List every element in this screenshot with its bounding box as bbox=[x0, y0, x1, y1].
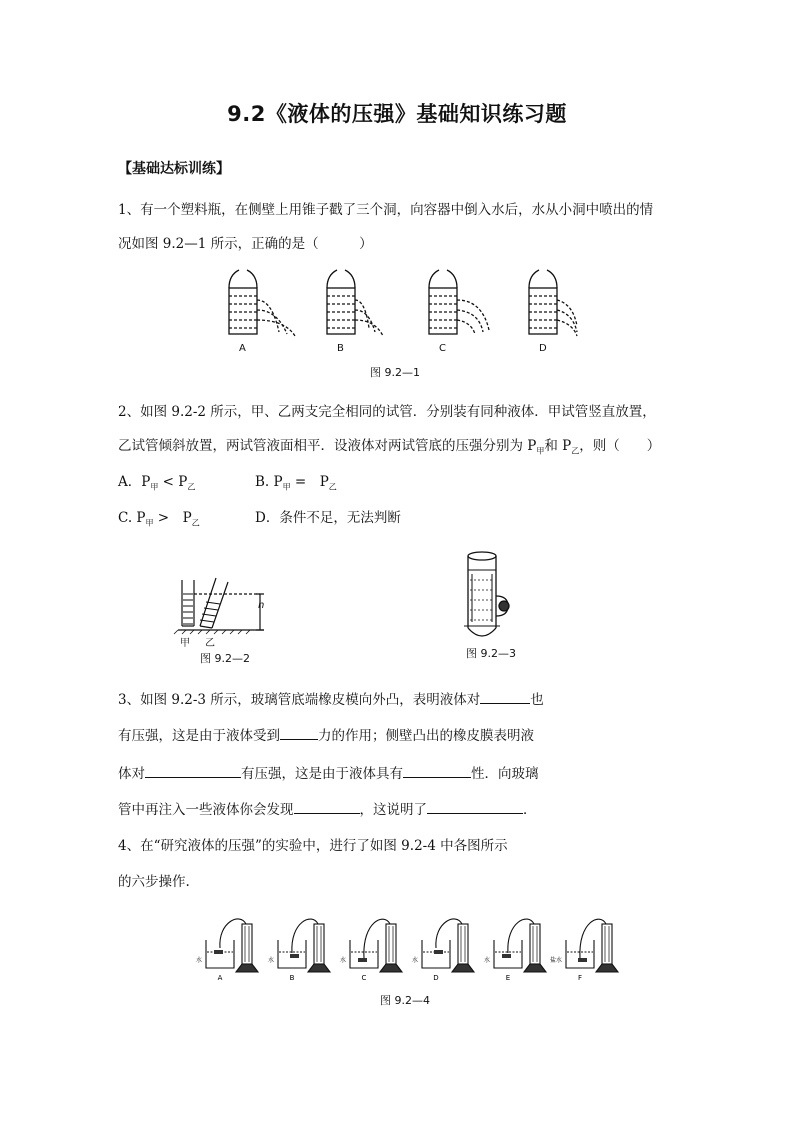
q4-line2: 的六步操作. bbox=[118, 874, 190, 890]
opt-b-text-b: = P bbox=[290, 474, 329, 490]
q2-option-a bbox=[118, 470, 195, 493]
q3-blank-6[interactable] bbox=[427, 801, 523, 814]
q2-line2-text-b: 和 P bbox=[544, 438, 572, 454]
fig2-label-jia: 甲 bbox=[180, 638, 190, 649]
q3-l2b-text: 力的作用；侧壁凸出的橡皮膜表明液 bbox=[318, 728, 534, 744]
q3-l4a-text: 管中再注入一些液体你会发现 bbox=[118, 802, 294, 818]
fig4-panel-label: D bbox=[433, 974, 439, 982]
fig4-panel-label: C bbox=[361, 974, 367, 982]
fig4-panel-label: F bbox=[577, 974, 583, 982]
fig4-panel-label: B bbox=[289, 974, 295, 982]
sub-jia: 甲 bbox=[536, 446, 545, 456]
fig4-panel-e bbox=[484, 919, 546, 982]
fig4-panel-label: A bbox=[217, 974, 223, 982]
q3-l1b-text: 也 bbox=[530, 692, 544, 708]
q3-blank-3[interactable] bbox=[145, 765, 241, 778]
q2-line1: 2、如图 9.2-2 所示，甲、乙两支完全相同的试管．分别装有同种液体．甲试管竖直放置， bbox=[118, 404, 656, 420]
q3-blank-5[interactable] bbox=[294, 801, 360, 814]
fig2-label-yi: 乙 bbox=[205, 638, 215, 649]
q3-line3 bbox=[118, 762, 539, 782]
q3-l2a-text: 有压强，这是由于液体受到 bbox=[118, 728, 280, 744]
q2-option-b bbox=[255, 470, 337, 493]
fig1-label-d: D bbox=[539, 343, 547, 354]
opt-c-text: C. P bbox=[118, 510, 146, 526]
q3-line4 bbox=[118, 798, 537, 818]
fig4-liquid-label: 水 bbox=[267, 957, 274, 964]
q3-l3c-text: 性．向玻璃 bbox=[471, 766, 539, 782]
q3-l3a-text: 体对 bbox=[118, 766, 145, 782]
q2-option-d: D．条件不足，无法判断 bbox=[255, 510, 401, 526]
figure-9-2-4 bbox=[196, 912, 626, 982]
fig4-liquid-label: 水 bbox=[339, 957, 346, 964]
q1-line1: 1、有一个塑料瓶，在侧壁上用锥子戳了三个洞，向容器中倒入水后，水从小洞中喷出的情 bbox=[118, 202, 654, 218]
fig3-caption: 图 9.2—3 bbox=[466, 647, 516, 660]
fig4-panel-d bbox=[412, 919, 474, 982]
fig4-panel-a bbox=[196, 919, 258, 982]
q4-line1: 4、在“研究液体的压强”的实验中，进行了如图 9.2-4 中各图所示 bbox=[118, 838, 508, 854]
figure-9-2-3 bbox=[460, 550, 530, 645]
q3-blank-1[interactable] bbox=[480, 691, 530, 704]
fig4-liquid-label: 水 bbox=[483, 957, 490, 964]
opt-c-text-b: > P bbox=[153, 510, 192, 526]
fig4-liquid-label: 水 bbox=[411, 957, 418, 964]
opt-c-sub-jia: 甲 bbox=[145, 518, 154, 528]
opt-b-sub-jia: 甲 bbox=[282, 482, 291, 492]
q1-line2: 况如图 9.2—1 所示，正确的是（ ） bbox=[118, 236, 373, 252]
q2-line2-text-c: ，则（ ） bbox=[579, 438, 661, 454]
page-title: 9.2《液体的压强》基础知识练习题 bbox=[227, 102, 567, 126]
fig4-liquid-label: 水 bbox=[195, 957, 202, 964]
q3-l3b-text: 有压强，这是由于液体具有 bbox=[241, 766, 403, 782]
q2-line2 bbox=[118, 434, 660, 457]
fig4-panel-c bbox=[340, 919, 402, 982]
q3-blank-2[interactable] bbox=[280, 727, 318, 740]
opt-a-sub-jia: 甲 bbox=[150, 482, 159, 492]
opt-c-sub-yi: 乙 bbox=[191, 518, 200, 528]
opt-b-sub-yi: 乙 bbox=[328, 482, 337, 492]
fig4-caption: 图 9.2—4 bbox=[380, 994, 430, 1007]
fig4-panel-f bbox=[550, 919, 618, 982]
fig1-label-b: B bbox=[337, 343, 344, 354]
q3-l1-text: 3、如图 9.2-3 所示，玻璃管底端橡皮模向外凸，表明液体对 bbox=[118, 692, 481, 708]
opt-a-text: A．P bbox=[118, 474, 151, 490]
fig2-caption: 图 9.2—2 bbox=[200, 652, 250, 665]
opt-a-sub-yi: 乙 bbox=[187, 482, 196, 492]
fig4-panel-label: E bbox=[505, 974, 511, 982]
fig4-liquid-label: 盐水 bbox=[549, 957, 562, 964]
q2-line2-text-a: 乙试管倾斜放置，两试管液面相平．设液体对两试管底的压强分别为 P bbox=[118, 438, 537, 454]
sub-yi: 乙 bbox=[571, 446, 580, 456]
q3-line2 bbox=[118, 724, 534, 744]
q3-blank-4[interactable] bbox=[403, 765, 471, 778]
q3-line1 bbox=[118, 688, 544, 708]
opt-b-text: B. P bbox=[255, 474, 283, 490]
q3-l4c-text: ． bbox=[523, 802, 537, 818]
fig2-label-h: h bbox=[258, 600, 265, 611]
opt-a-text-b: < P bbox=[158, 474, 188, 490]
fig1-label-a: A bbox=[239, 343, 246, 354]
section-heading: 【基础达标训练】 bbox=[118, 161, 230, 177]
q2-option-c bbox=[118, 506, 200, 529]
q3-l4b-text: ，这说明了 bbox=[359, 802, 427, 818]
fig4-panel-b bbox=[268, 919, 330, 982]
fig1-label-c: C bbox=[439, 343, 446, 354]
figure-9-2-1 bbox=[215, 270, 515, 360]
fig1-caption: 图 9.2—1 bbox=[370, 366, 420, 379]
